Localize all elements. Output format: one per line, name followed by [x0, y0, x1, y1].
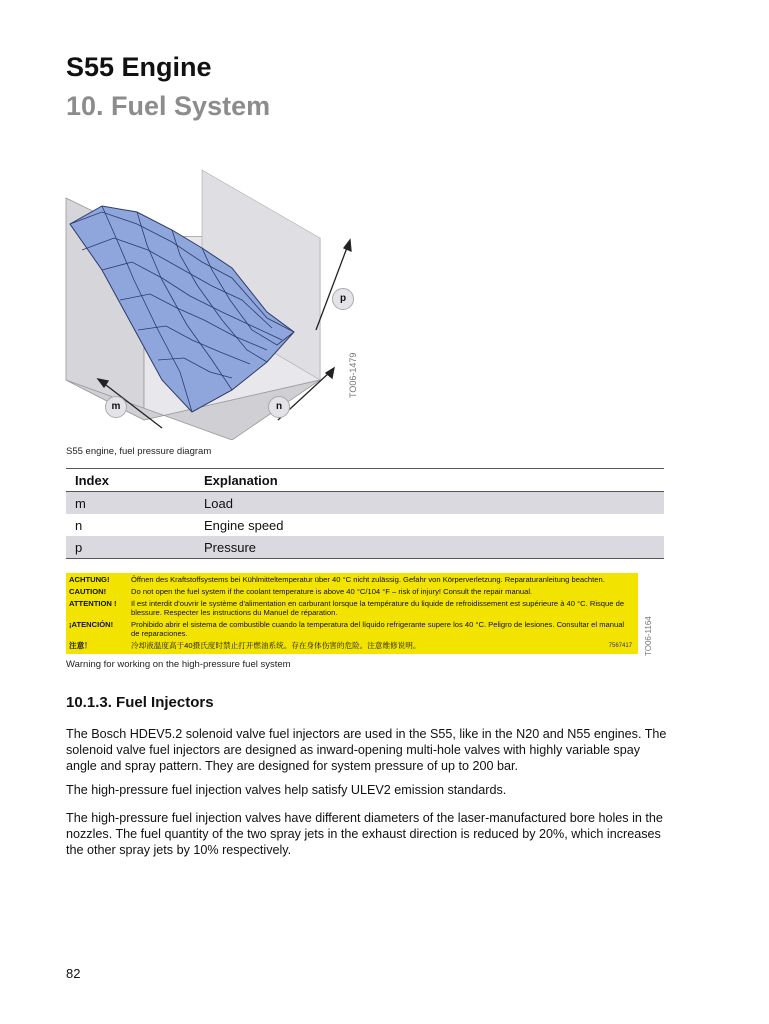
- label-p: p: [339, 293, 347, 304]
- paragraph: The high-pressure fuel injection valves have different diameters of the laser-manufactured bore holes in the nozzles. The fuel quantity of the two spray jets in the exhaust direction is reduced by 20%, which increases the other spray jets by 10% respectively.: [66, 811, 663, 857]
- label-m: m: [111, 401, 121, 412]
- table-cell-explanation: Engine speed: [204, 517, 284, 533]
- diagram-caption: S55 engine, fuel pressure diagram: [66, 446, 212, 457]
- table-cell-explanation: Load: [195, 492, 664, 515]
- warning-row-label: CAUTION!: [69, 587, 107, 596]
- warning-caption: Warning for working on the high-pressure fuel system: [66, 659, 291, 670]
- page-subtitle: 10. Fuel System: [66, 91, 271, 121]
- paragraph: The high-pressure fuel injection valves help satisfy ULEV2 emission standards.: [66, 783, 507, 797]
- label-p-badge: [332, 288, 354, 310]
- table-cell-index: n: [75, 517, 83, 533]
- warning-row-label: ATTENTION !: [69, 599, 117, 608]
- fuel-pressure-diagram: [62, 150, 372, 440]
- warning-row-label: ACHTUNG!: [69, 575, 110, 584]
- warning-row-text: Öffnen des Kraftstoffsystems bei Kühlmitteltemperatur über 40 °C nicht zulässig. Gefahr von Körperverletzung. Reparaturanleitung beachten.: [131, 575, 605, 584]
- index-table: [66, 468, 664, 559]
- table-cell-explanation: Pressure: [195, 536, 664, 559]
- table-cell-index: p: [66, 536, 195, 559]
- table-row: [66, 492, 664, 515]
- diagram-code: TO06-1479: [348, 352, 358, 398]
- warning-row-text: Do not open the fuel system if the coolant temperature is above 40 °C/104 °F – risk of injury! Consult the repair manual.: [131, 587, 533, 596]
- label-m-badge: [105, 396, 127, 418]
- table-header-index: Index: [66, 469, 195, 492]
- table-header-explanation: Explanation: [195, 469, 664, 492]
- warning-row-text: 冷却液温度高于40摄氏度时禁止打开燃油系统。存在身体伤害的危险。注意维修说明。: [131, 641, 421, 650]
- warning-row-label: ¡ATENCIÓN!: [69, 620, 114, 629]
- warning-row-text: Il est interdit d'ouvrir le système d'alimentation en carburant lorsque la température du liquide de refroidissement est supérieure à 40 °C. Risque de blessure. Respecter les instructions du Manuel de réparation.: [131, 599, 625, 618]
- label-n-badge: [268, 396, 290, 418]
- label-n: n: [275, 401, 283, 412]
- table-header-row: [66, 469, 664, 492]
- paragraph: The Bosch HDEV5.2 solenoid valve fuel injectors are used in the S55, like in the N20 and N55 engines. The solenoid valve fuel injectors are designed as inward-opening multi-hole valves with highly variable spay angle and spray pattern. They are designed for system pressure of up to 200 bar.: [66, 727, 667, 773]
- table-cell-index: m: [66, 492, 195, 515]
- fuel-pressure-3d-plot: [62, 150, 372, 440]
- section-heading: 10.1.3. Fuel Injectors: [66, 694, 214, 711]
- warning-label: [66, 573, 638, 654]
- page-title: S55 Engine: [66, 52, 212, 82]
- warning-row-text: Prohibido abrir el sistema de combustible cuando la temperatura del líquido refrigerante supere los 40 °C. Peligro de lesiones. Consultar el manual de reparaciones.: [131, 620, 625, 639]
- warning-code: 7567417: [608, 642, 632, 649]
- table-row: [66, 514, 664, 536]
- page-number: 82: [66, 966, 81, 981]
- table-row: [66, 536, 664, 559]
- warning-side-code: TO06-1164: [644, 616, 653, 656]
- warning-row-label: 注意！: [69, 641, 92, 650]
